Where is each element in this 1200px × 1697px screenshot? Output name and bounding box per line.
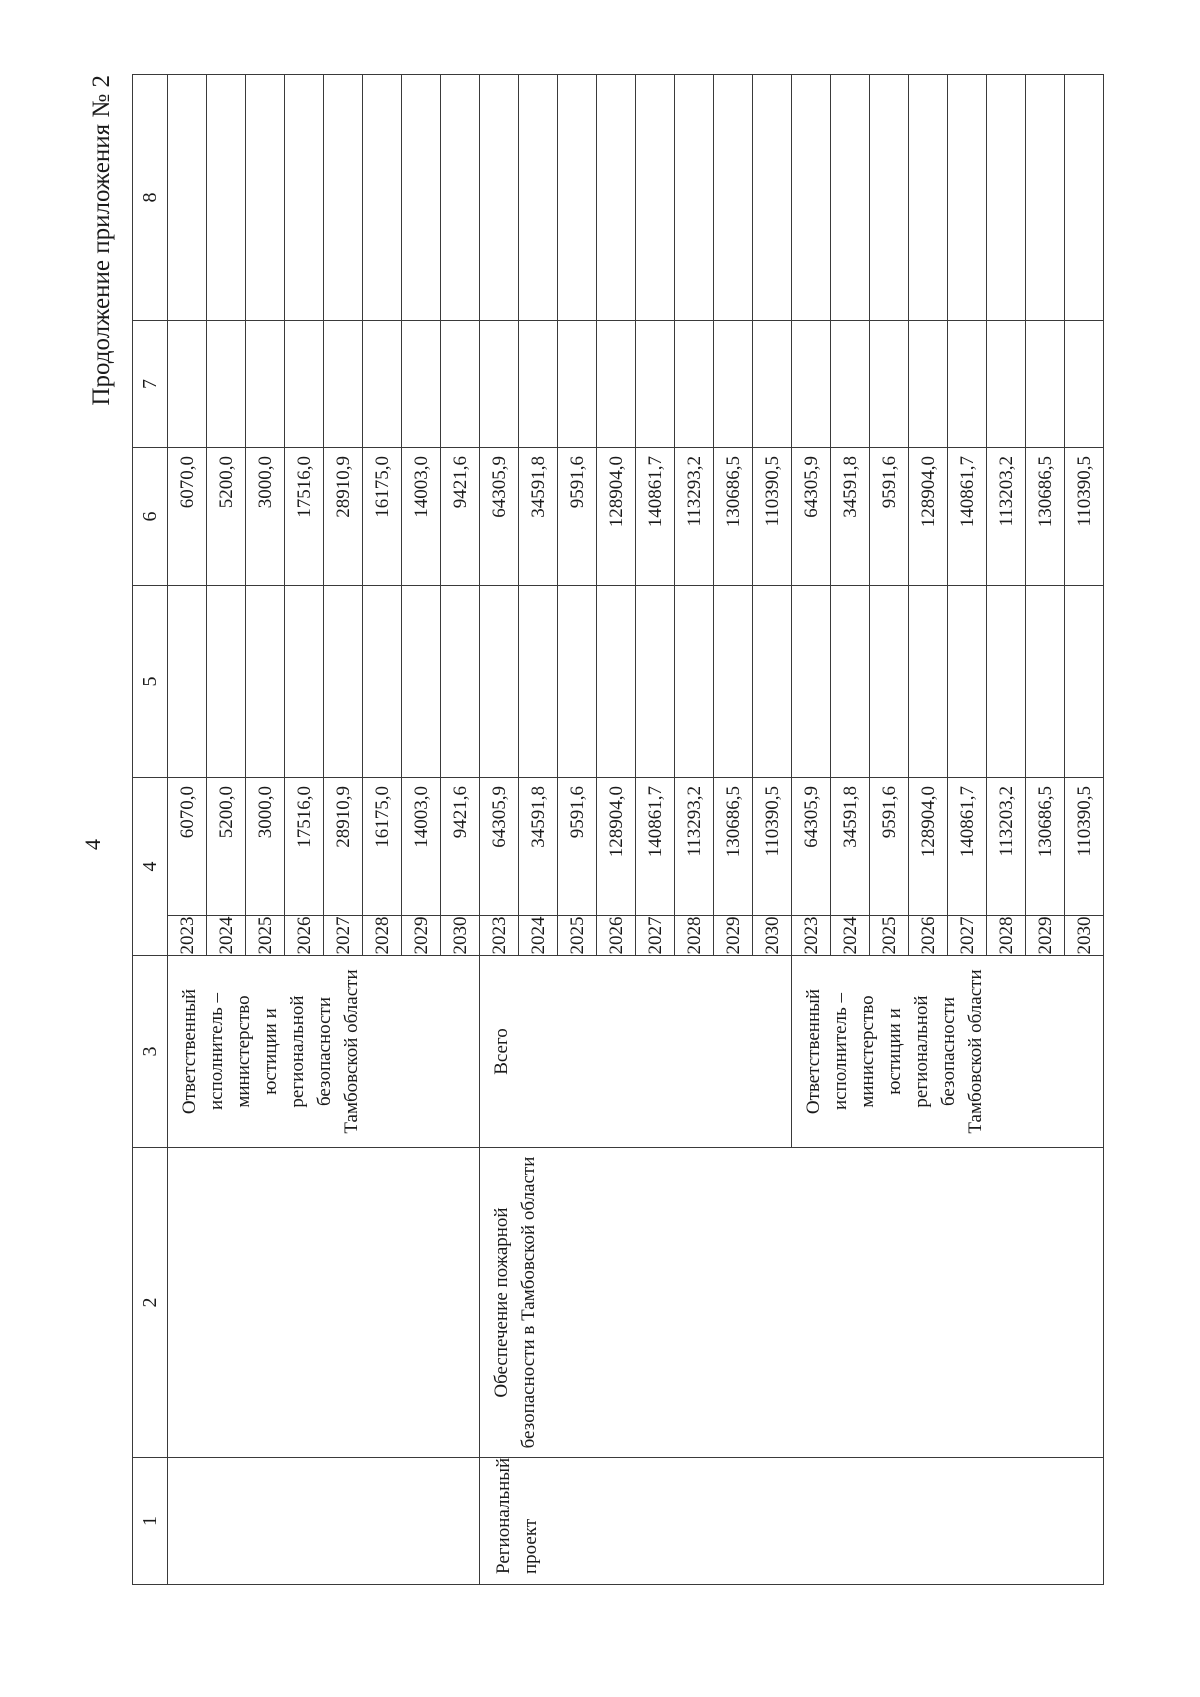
col5-cell	[753, 586, 792, 778]
year-cell: 2024	[519, 916, 558, 956]
col7-cell	[675, 321, 714, 448]
col5-cell	[402, 586, 441, 778]
col7-cell	[636, 321, 675, 448]
col5-cell	[285, 586, 324, 778]
col4-cell: 113293,2	[675, 778, 714, 916]
col6-cell: 64305,9	[792, 448, 831, 586]
col8-cell	[636, 75, 675, 321]
header-row	[133, 75, 168, 1585]
col6-cell: 14003,0	[402, 448, 441, 586]
col8-cell	[558, 75, 597, 321]
col5-cell	[831, 586, 870, 778]
header-cell-2: 2	[133, 1148, 168, 1458]
col5-cell	[714, 586, 753, 778]
col7-cell	[246, 321, 285, 448]
col4-cell: 128904,0	[909, 778, 948, 916]
year-cell: 2028	[987, 916, 1026, 956]
col8-cell	[363, 75, 402, 321]
header-cell-7: 7	[133, 321, 168, 448]
year-cell: 2028	[675, 916, 714, 956]
col5-cell	[870, 586, 909, 778]
col5-cell	[207, 586, 246, 778]
year-cell: 2029	[714, 916, 753, 956]
col4-cell: 113203,2	[987, 778, 1026, 916]
col1-cell	[168, 1458, 480, 1585]
col8-cell	[519, 75, 558, 321]
header-cell-6: 6	[133, 448, 168, 586]
col4-cell: 9421,6	[441, 778, 480, 916]
col3-cell: Всего	[480, 956, 792, 1148]
col5-cell	[597, 586, 636, 778]
col4-cell: 16175,0	[363, 778, 402, 916]
col4-cell: 110390,5	[753, 778, 792, 916]
col8-cell	[246, 75, 285, 321]
col6-cell: 110390,5	[1065, 448, 1104, 586]
year-cell: 2027	[324, 916, 363, 956]
header-cell-1: 1	[133, 1458, 168, 1585]
col8-cell	[168, 75, 207, 321]
col3-cell: Ответственный исполнитель – министерство юстиции и региональной безопасности Тамбовской области	[792, 956, 1104, 1148]
col5-cell	[441, 586, 480, 778]
col6-cell: 130686,5	[714, 448, 753, 586]
col7-cell	[480, 321, 519, 448]
col6-cell: 3000,0	[246, 448, 285, 586]
col7-cell	[168, 321, 207, 448]
col5-cell	[168, 586, 207, 778]
header-cell-5: 5	[133, 586, 168, 778]
col7-cell	[870, 321, 909, 448]
header-cell-3: 3	[133, 956, 168, 1148]
year-cell: 2025	[246, 916, 285, 956]
col6-cell: 140861,7	[636, 448, 675, 586]
col2-cell	[168, 1148, 480, 1458]
col6-cell: 17516,0	[285, 448, 324, 586]
year-cell: 2024	[207, 916, 246, 956]
col4-cell: 140861,7	[636, 778, 675, 916]
rotated-page	[80, 75, 1152, 1585]
col1-cell: Региональный проект	[480, 1458, 1104, 1585]
continuation-note: Продолжение приложения № 2	[88, 75, 115, 406]
col4-cell: 128904,0	[597, 778, 636, 916]
year-cell: 2029	[402, 916, 441, 956]
table-row	[168, 75, 207, 1585]
col7-cell	[558, 321, 597, 448]
col4-cell: 9591,6	[558, 778, 597, 916]
year-cell: 2024	[831, 916, 870, 956]
col4-cell: 28910,9	[324, 778, 363, 916]
col6-cell: 28910,9	[324, 448, 363, 586]
col8-cell	[480, 75, 519, 321]
col6-cell: 128904,0	[597, 448, 636, 586]
col8-cell	[870, 75, 909, 321]
col4-cell: 64305,9	[480, 778, 519, 916]
col7-cell	[363, 321, 402, 448]
col6-cell: 34591,8	[831, 448, 870, 586]
col8-cell	[1065, 75, 1104, 321]
col6-cell: 5200,0	[207, 448, 246, 586]
col7-cell	[441, 321, 480, 448]
col4-cell: 3000,0	[246, 778, 285, 916]
year-cell: 2023	[480, 916, 519, 956]
header-cell-4: 4	[133, 778, 168, 956]
year-cell: 2026	[285, 916, 324, 956]
year-cell: 2026	[597, 916, 636, 956]
col6-cell: 34591,8	[519, 448, 558, 586]
col5-cell	[909, 586, 948, 778]
col5-cell	[246, 586, 285, 778]
col6-cell: 113293,2	[675, 448, 714, 586]
col8-cell	[792, 75, 831, 321]
col7-cell	[1026, 321, 1065, 448]
col6-cell: 140861,7	[948, 448, 987, 586]
col5-cell	[636, 586, 675, 778]
col8-cell	[714, 75, 753, 321]
col8-cell	[597, 75, 636, 321]
col6-cell: 64305,9	[480, 448, 519, 586]
col4-cell: 130686,5	[714, 778, 753, 916]
year-cell: 2030	[1065, 916, 1104, 956]
col5-cell	[324, 586, 363, 778]
col7-cell	[402, 321, 441, 448]
col8-cell	[831, 75, 870, 321]
year-cell: 2023	[168, 916, 207, 956]
col7-cell	[987, 321, 1026, 448]
table-body	[133, 75, 1104, 1585]
financing-table	[132, 74, 1104, 1585]
col4-cell: 17516,0	[285, 778, 324, 916]
col8-cell	[441, 75, 480, 321]
col5-cell	[558, 586, 597, 778]
col7-cell	[792, 321, 831, 448]
col7-cell	[831, 321, 870, 448]
col6-cell: 9421,6	[441, 448, 480, 586]
col6-cell: 128904,0	[909, 448, 948, 586]
col6-cell: 6070,0	[168, 448, 207, 586]
col8-cell	[207, 75, 246, 321]
col5-cell	[1026, 586, 1065, 778]
col7-cell	[753, 321, 792, 448]
year-cell: 2025	[558, 916, 597, 956]
col4-cell: 34591,8	[831, 778, 870, 916]
col8-cell	[948, 75, 987, 321]
year-cell: 2025	[870, 916, 909, 956]
col7-cell	[909, 321, 948, 448]
col4-cell: 130686,5	[1026, 778, 1065, 916]
year-cell: 2030	[441, 916, 480, 956]
page-number: 4	[80, 839, 105, 850]
col8-cell	[324, 75, 363, 321]
col7-cell	[285, 321, 324, 448]
col6-cell: 113203,2	[987, 448, 1026, 586]
col7-cell	[597, 321, 636, 448]
col4-cell: 110390,5	[1065, 778, 1104, 916]
col7-cell	[1065, 321, 1104, 448]
col5-cell	[792, 586, 831, 778]
col4-cell: 6070,0	[168, 778, 207, 916]
col7-cell	[207, 321, 246, 448]
col7-cell	[324, 321, 363, 448]
col5-cell	[519, 586, 558, 778]
year-cell: 2026	[909, 916, 948, 956]
col7-cell	[714, 321, 753, 448]
col4-cell: 34591,8	[519, 778, 558, 916]
col6-cell: 110390,5	[753, 448, 792, 586]
col6-cell: 16175,0	[363, 448, 402, 586]
table-row	[480, 75, 519, 1585]
year-cell: 2028	[363, 916, 402, 956]
col2-cell: Обеспечение пожарной безопасности в Тамбовской области	[480, 1148, 1104, 1458]
col8-cell	[285, 75, 324, 321]
col3-cell: Ответственный исполнитель – министерство юстиции и региональной безопасности Тамбовской области	[168, 956, 480, 1148]
year-cell: 2027	[948, 916, 987, 956]
col4-cell: 140861,7	[948, 778, 987, 916]
col5-cell	[675, 586, 714, 778]
year-cell: 2027	[636, 916, 675, 956]
col4-cell: 14003,0	[402, 778, 441, 916]
col6-cell: 9591,6	[870, 448, 909, 586]
year-cell: 2029	[1026, 916, 1065, 956]
header-cell-8: 8	[133, 75, 168, 321]
col5-cell	[363, 586, 402, 778]
col4-cell: 5200,0	[207, 778, 246, 916]
year-cell: 2023	[792, 916, 831, 956]
col8-cell	[909, 75, 948, 321]
col4-cell: 64305,9	[792, 778, 831, 916]
col8-cell	[402, 75, 441, 321]
col8-cell	[753, 75, 792, 321]
col8-cell	[987, 75, 1026, 321]
col7-cell	[948, 321, 987, 448]
col6-cell: 9591,6	[558, 448, 597, 586]
col5-cell	[987, 586, 1026, 778]
col5-cell	[480, 586, 519, 778]
col5-cell	[1065, 586, 1104, 778]
col8-cell	[675, 75, 714, 321]
col7-cell	[519, 321, 558, 448]
col8-cell	[1026, 75, 1065, 321]
col6-cell: 130686,5	[1026, 448, 1065, 586]
col5-cell	[948, 586, 987, 778]
year-cell: 2030	[753, 916, 792, 956]
col4-cell: 9591,6	[870, 778, 909, 916]
